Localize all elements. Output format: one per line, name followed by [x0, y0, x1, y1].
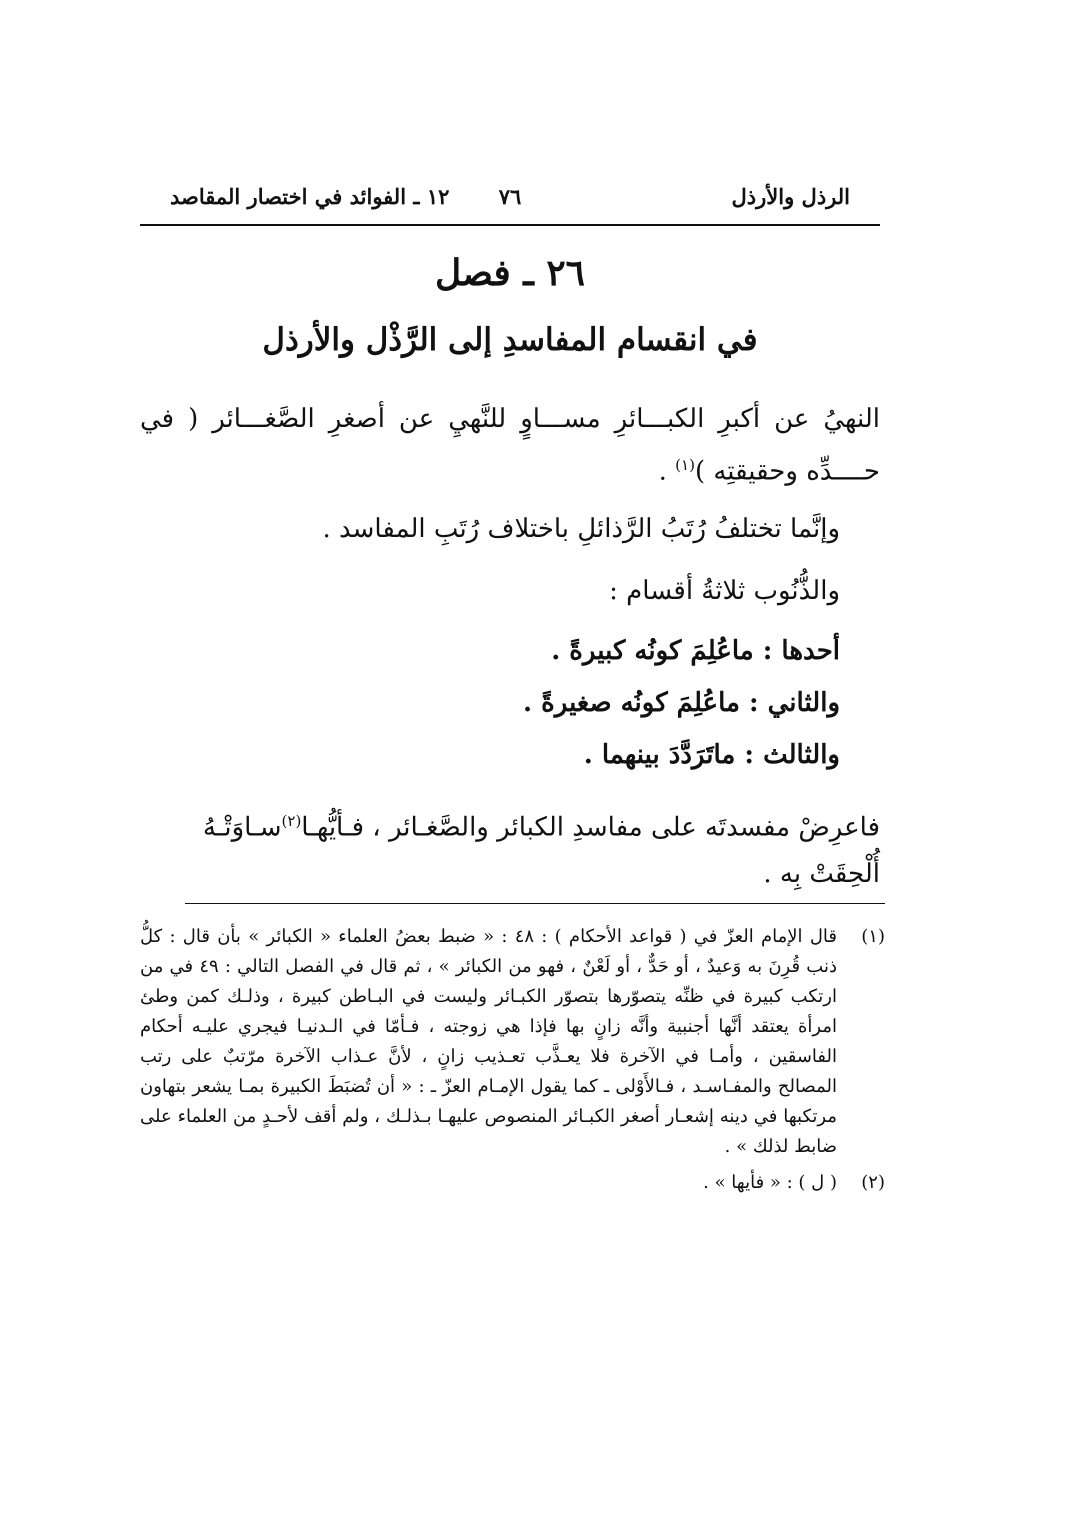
category-label: والثاني : [748, 688, 840, 718]
header-section-title: الرذل والأرذل [731, 184, 850, 209]
header-book-title: ١٢ ـ الفوائد في اختصار المقاصد [170, 184, 450, 209]
page-number: ٧٦ [498, 184, 522, 209]
header-divider [140, 224, 880, 226]
footnote-text: قال الإمام العزّ في ( قواعد الأحكام ) : ٤٨ : « ضبط بعضُ العلماء « الكبائر » بأن قال : كلُّ ذنب قُرِنَ به وَعيدٌ ، أو حَدٌّ ، أو لَعْنٌ ، فهو من الكبائر » ، ثم قال في الفصل التالي : ٤٩ في من ارتكب كبيرة في ظنِّه يتصوّرها بتصوّر الكبـائر وليست في البـاطن كبيرة ، وذلـك كمن وطئ امرأة يعتقد أنَّها أجنبية وأنَّه زانٍ بها فإذا هي زوجته ، فـأمّا في الـدنيـا فيجري عليـه أحكام الفاسقين ، وأمـا في الآخرة فلا يعـذَّب تعـذيب زانٍ ، لأنَّ عـذاب الآخرة مرّتبٌ على رتب المصالح والمفـاسـد ، فـالأَوْلى ـ كما يقول الإمـام العزّ ـ : « أن تُضبَطَ الكبيرة بمـا يشعر بتهاون مرتكبها في دينه إشعـار أصغر الكبـائر المنصوص عليهـا بـذلـك ، ولم أقف لأحـدٍ من العلماء على ضابط لذلك » . [140, 926, 837, 1157]
category-second [140, 688, 840, 718]
paragraph-compare [140, 798, 880, 897]
running-header [140, 180, 880, 222]
category-third [140, 740, 840, 770]
footnote-text: ( ل ) : « فأيها » . [703, 1172, 837, 1193]
category-text: ماعُلِمَ كونُه صغيرةً . [523, 688, 749, 718]
chapter-title: ٢٦ ـ فصل [435, 252, 585, 294]
category-first [140, 636, 840, 666]
footnote-ref-1[interactable]: (١) [675, 456, 695, 474]
footnotes [140, 922, 885, 1198]
category-text: ماعُلِمَ كونُه كبيرةً . [551, 636, 763, 666]
paragraph-end: سـاوَتْـهُ أُلْحِقَتْ بِه . [202, 812, 880, 889]
footnote-2 [140, 1168, 885, 1198]
chapter-subtitle: في انقسام المفاسدِ إلى الرَّذْل والأرذل [262, 322, 758, 358]
paragraph-end: . [658, 456, 676, 487]
footnote-number: (١) [861, 926, 885, 947]
line-ranks: وإنَّما تختلفُ رُتَبُ الرَّذائلِ باختلاف رُتَبِ المفاسد . [322, 514, 840, 544]
paragraph-text: فاعرِضْ مفسدتَه على مفاسدِ الكبائر والصَّغـائر ، فـأيُّهـا [301, 812, 880, 843]
footnote-divider [185, 903, 885, 904]
line-sins-categories: والذُّنُوب ثلاثةُ أقسام : [609, 576, 840, 606]
category-label: والثالث : [744, 740, 840, 770]
paragraph-prohibition [140, 396, 880, 495]
category-label: أحدها : [762, 636, 840, 666]
footnote-number: (٢) [861, 1172, 885, 1193]
paragraph-text: النهيُ عن أكبرِ الكبـــائرِ مســـاوٍ للنَّهيِ عن أصغرِ الصَّغـــائر ( في حــــدِّه وحقيقتِه ) [140, 404, 880, 487]
footnote-ref-2[interactable]: (٢) [281, 812, 302, 830]
category-text: ماتَرَدَّدَ بينهما . [583, 740, 745, 770]
footnote-1 [140, 922, 885, 1162]
